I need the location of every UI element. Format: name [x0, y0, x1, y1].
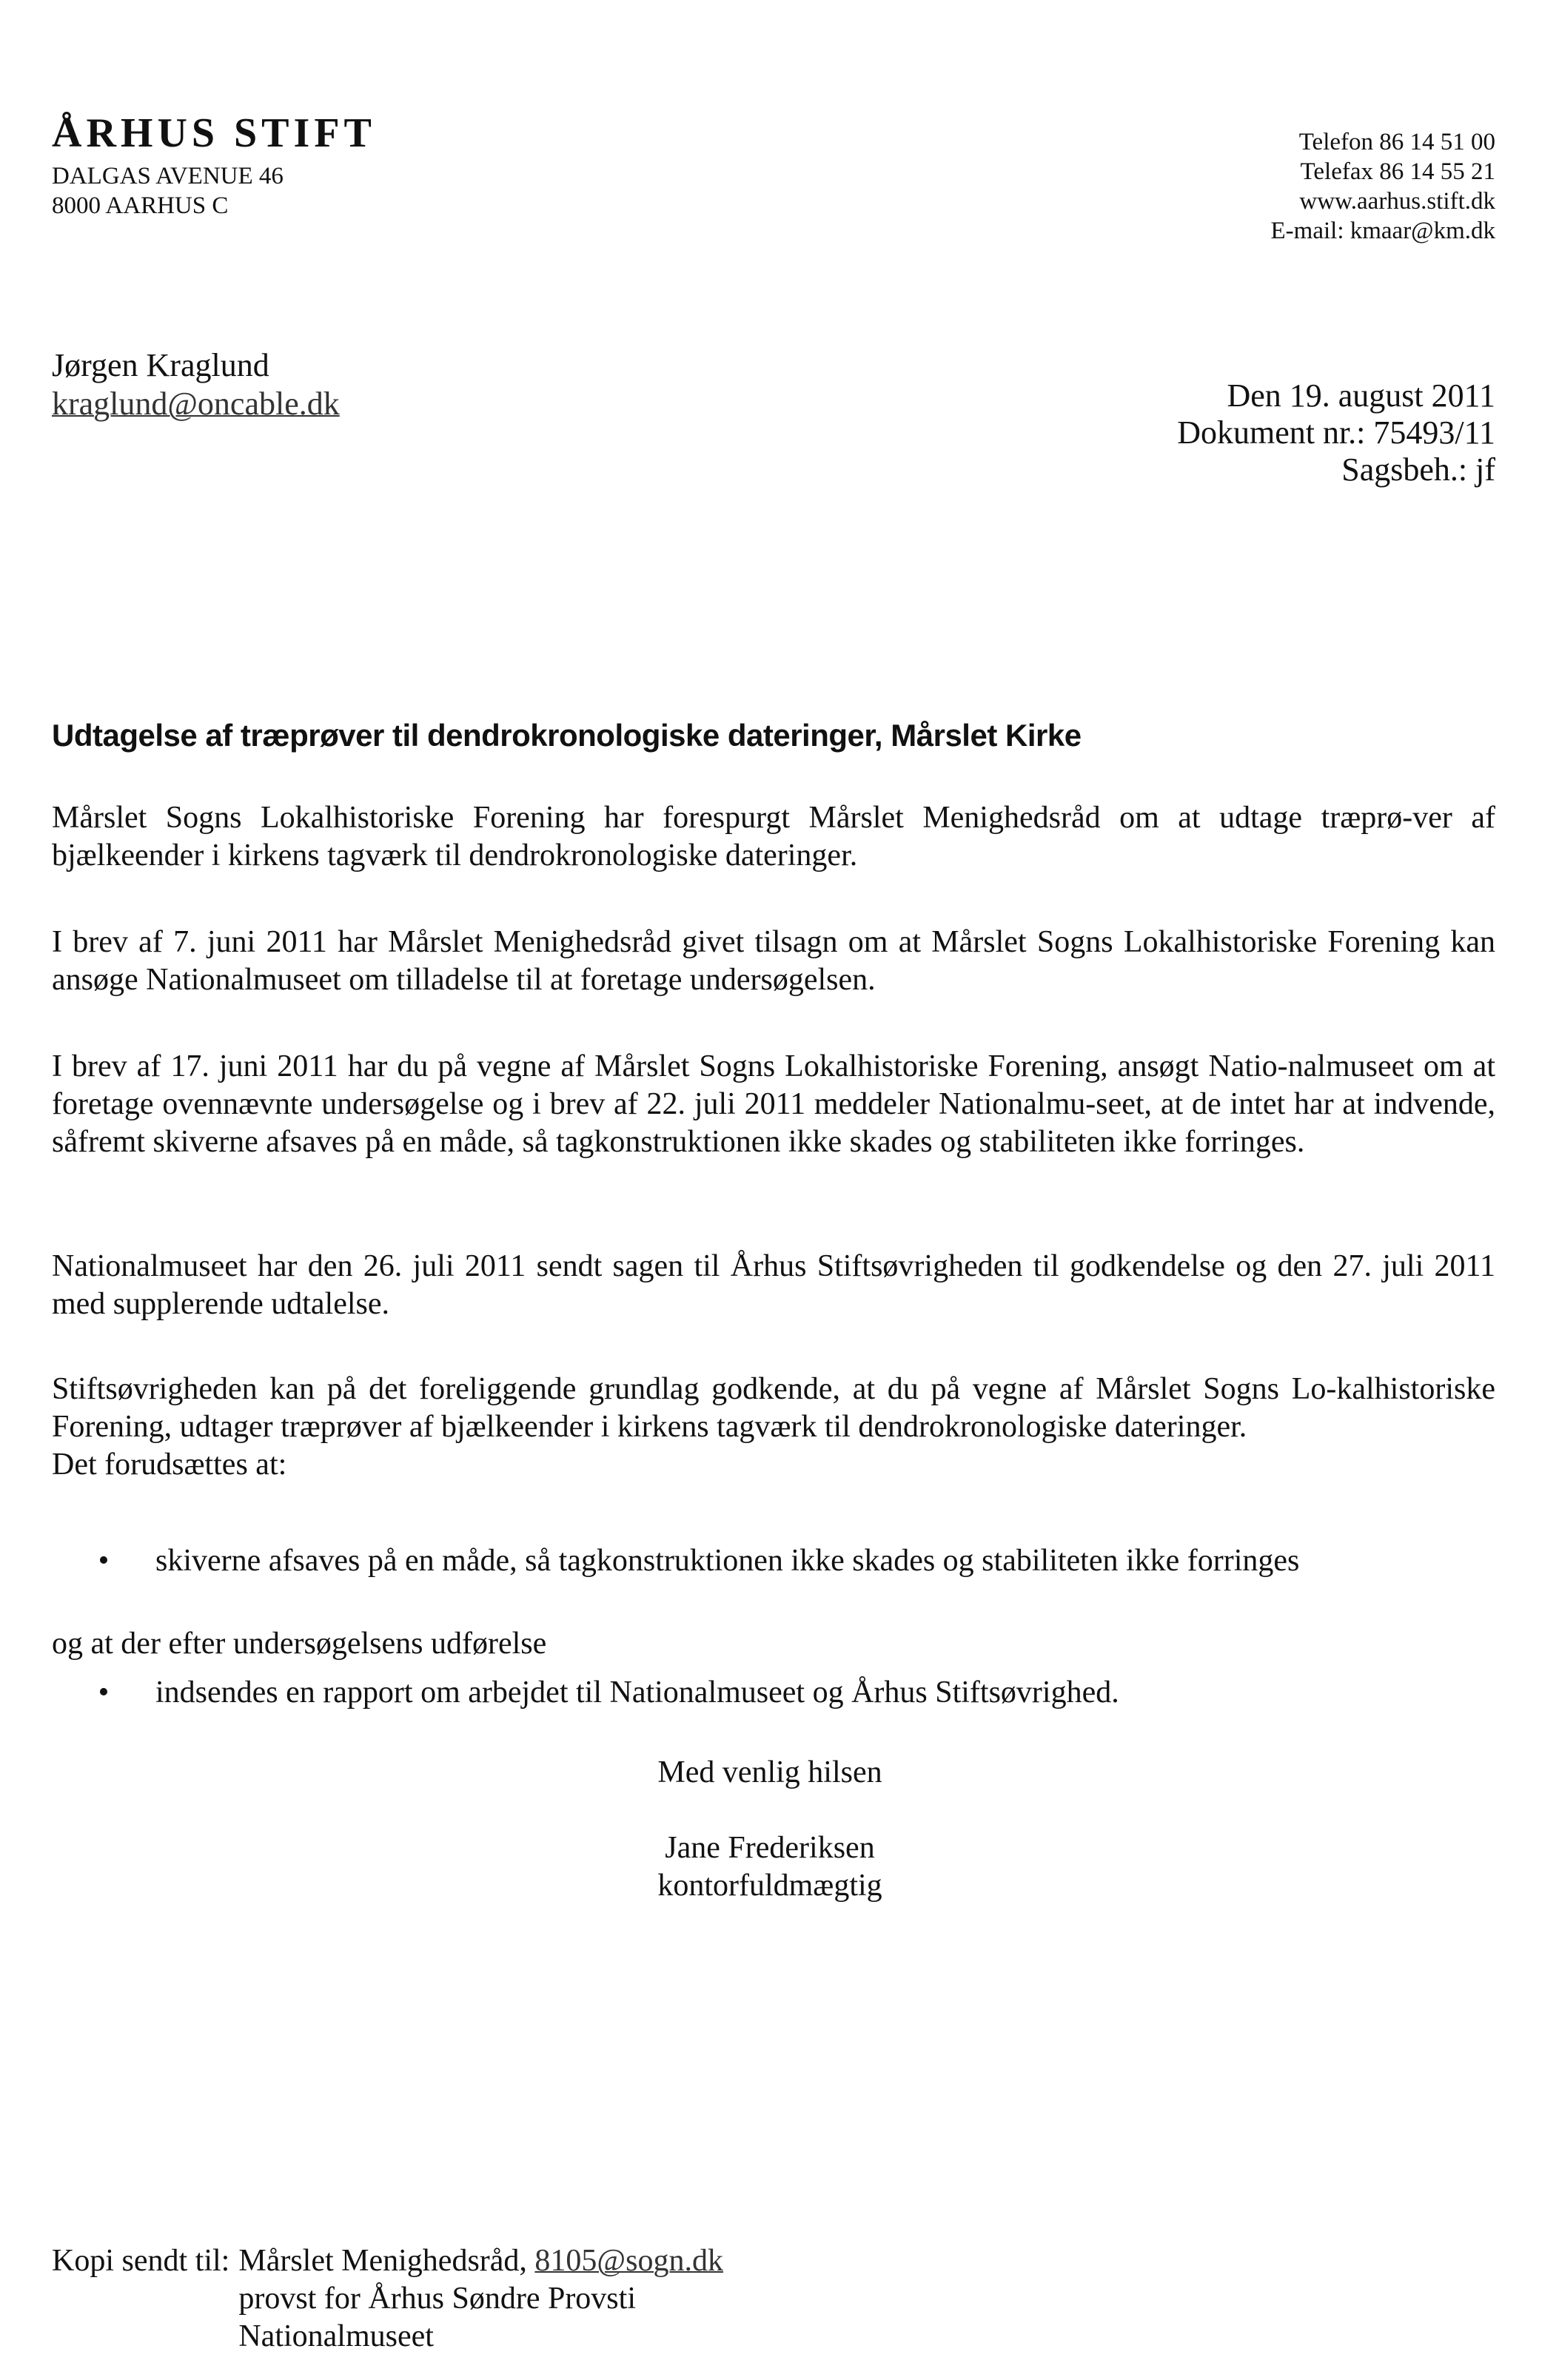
- recipient-block: [52, 346, 340, 423]
- bullet-icon: •: [98, 1544, 110, 1578]
- copy-recipient-2: provst for Århus Søndre Provsti: [238, 2282, 636, 2316]
- approval-text: Stiftsøvrigheden kan på det foreliggende grundlag godkende, at du på vegne af Mårslet Sogns Lo-kalhistoriske Forening, udtager træprøver af bjælkeender i kirkens tagværk til dendrokronologiske dateringer.: [52, 1372, 1495, 1444]
- email: E-mail: kmaar@km.dk: [1270, 218, 1495, 244]
- org-address: [52, 161, 284, 221]
- document-number: Dokument nr.: 75493/11: [1177, 414, 1495, 451]
- signer-title: kontorfuldmægtig: [657, 1869, 882, 1903]
- phone: Telefon 86 14 51 00: [1298, 129, 1495, 155]
- paragraph-5: [52, 1371, 1495, 1484]
- letter-date: Den 19. august 2011: [1227, 377, 1495, 414]
- document-meta: [1177, 377, 1495, 488]
- recipient-name: Jørgen Kraglund: [52, 347, 269, 383]
- condition-text-1: skiverne afsaves på en måde, så tagkonstruktionen ikke skades og stabiliteten ikke forringes: [155, 1544, 1300, 1578]
- paragraph-1: Mårslet Sogns Lokalhistoriske Forening har forespurgt Mårslet Menighedsråd om at udtage træprø-ver af bjælkeender i kirkens tagværk til dendrokronologiske dateringer.: [52, 801, 1495, 873]
- conditions-intro-2: og at der efter undersøgelsens udførelse: [52, 1627, 547, 1661]
- recipient-email-link[interactable]: kraglund@oncable.dk: [52, 386, 340, 422]
- copy-recipient-1-email-link[interactable]: 8105@sogn.dk: [534, 2244, 723, 2278]
- copies-block: [52, 2242, 723, 2356]
- paragraph-4: Nationalmuseet har den 26. juli 2011 sendt sagen til Århus Stiftsøvrigheden til godkendelse og den 27. juli 2011 med supplerende udtalelse.: [52, 1249, 1495, 1321]
- website: www.aarhus.stift.dk: [1299, 188, 1495, 215]
- copies-label: Kopi sendt til:: [52, 2244, 230, 2278]
- address-line-2: 8000 AARHUS C: [52, 192, 229, 219]
- org-name: ÅRHUS STIFT: [52, 110, 376, 156]
- copy-recipient-1: Mårslet Menighedsråd, 8105@sogn.dk: [238, 2244, 723, 2278]
- case-handler: Sagsbeh.: jf: [1341, 451, 1495, 488]
- copy-recipient-3: Nationalmuseet: [238, 2319, 434, 2353]
- subject-heading: Udtagelse af træprøver til dendrokronologiske dateringer, Mårslet Kirke: [52, 718, 1082, 753]
- condition-item-2: [52, 1674, 1518, 1712]
- condition-text-2: indsendes en rapport om arbejdet til Nationalmuseet og Århus Stiftsøvrighed.: [155, 1675, 1119, 1710]
- address-line-1: DALGAS AVENUE 46: [52, 163, 284, 189]
- copies-list: [238, 2242, 723, 2356]
- closing-greeting: Med venlig hilsen: [657, 1755, 882, 1789]
- paragraph-3: I brev af 17. juni 2011 har du på vegne af Mårslet Sogns Lokalhistoriske Forening, ansøgt Natio-nalmuseet om at foretage ovennævnte undersøgelse og i brev af 22. juli 2011 meddeler Nationalmu-seet, at de intet har at indvende, såfremt skiverne afsaves på en måde, så tagkonstruktionen ikke skades og stabiliteten ikke forringes.: [52, 1049, 1495, 1159]
- bullet-icon: •: [98, 1675, 110, 1710]
- signature-block: [570, 1829, 970, 1905]
- paragraph-2: I brev af 7. juni 2011 har Mårslet Menighedsråd givet tilsagn om at Mårslet Sogns Lokalhistoriske Forening kan ansøge Nationalmuseet om tilladelse til at foretage undersøgelsen.: [52, 925, 1495, 997]
- condition-item-1: [52, 1542, 1518, 1580]
- signer-name: Jane Frederiksen: [665, 1831, 875, 1865]
- fax: Telefax 86 14 55 21: [1300, 158, 1495, 185]
- contact-block: [1271, 127, 1495, 246]
- conditions-intro: Det forudsættes at:: [52, 1448, 287, 1482]
